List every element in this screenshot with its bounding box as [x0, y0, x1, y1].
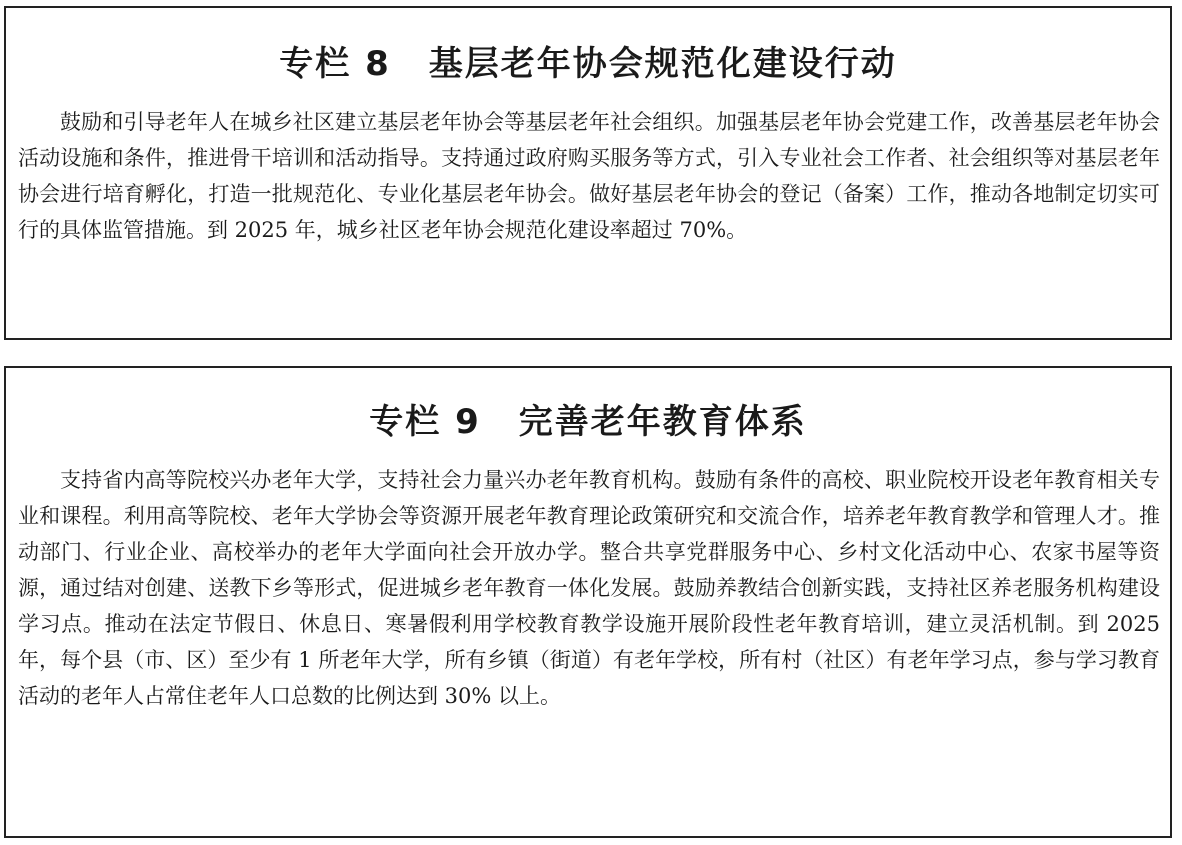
- column-8-label: 专栏 8: [279, 44, 391, 84]
- column-9-body: 支持省内高等院校兴办老年大学，支持社会力量兴办老年教育机构。鼓励有条件的高校、职业院校开设老年教育相关专业和课程。利用高等院校、老年大学协会等资源开展老年教育理论政策研究和交流合作，培养老年教育教学和管理人才。推动部门、行业企业、高校举办的老年大学面向社会开放办学。整合共享党群服务中心、乡村文化活动中心、农家书屋等资源，通过结对创建、送教下乡等形式，促进城乡老年教育一体化发展。鼓励养教结合创新实践，支持社区养老服务机构建设学习点。推动在法定节假日、休息日、寒暑假利用学校教育教学设施开展阶段性老年教育培训，建立灵活机制。到 2025 年，每个县（市、区）至少有 1 所老年大学，所有乡镇（街道）有老年学校，所有村（社区）有老年学习点，参与学习教育活动的老年人占常住老年人口总数的比例达到 30% 以上。: [18, 468, 1160, 708]
- column-8-box: [4, 6, 1172, 340]
- column-8-heading: 基层老年协会规范化建设行动: [428, 44, 897, 84]
- column-9-title: [6, 368, 1170, 452]
- column-8-body: 鼓励和引导老年人在城乡社区建立基层老年协会等基层老年社会组织。加强基层老年协会党建工作，改善基层老年协会活动设施和条件，推进骨干培训和活动指导。支持通过政府购买服务等方式，引入专业社会工作者、社会组织等对基层老年协会进行培育孵化，打造一批规范化、专业化基层老年协会。做好基层老年协会的登记（备案）工作，推动各地制定切实可行的具体监管措施。到 2025 年，城乡社区老年协会规范化建设率超过 70%。: [18, 110, 1160, 242]
- column-9-label: 专栏 9: [369, 402, 481, 442]
- column-9-heading: 完善老年教育体系: [518, 402, 807, 442]
- column-8-title: [6, 8, 1170, 92]
- column-9-box: [4, 366, 1172, 838]
